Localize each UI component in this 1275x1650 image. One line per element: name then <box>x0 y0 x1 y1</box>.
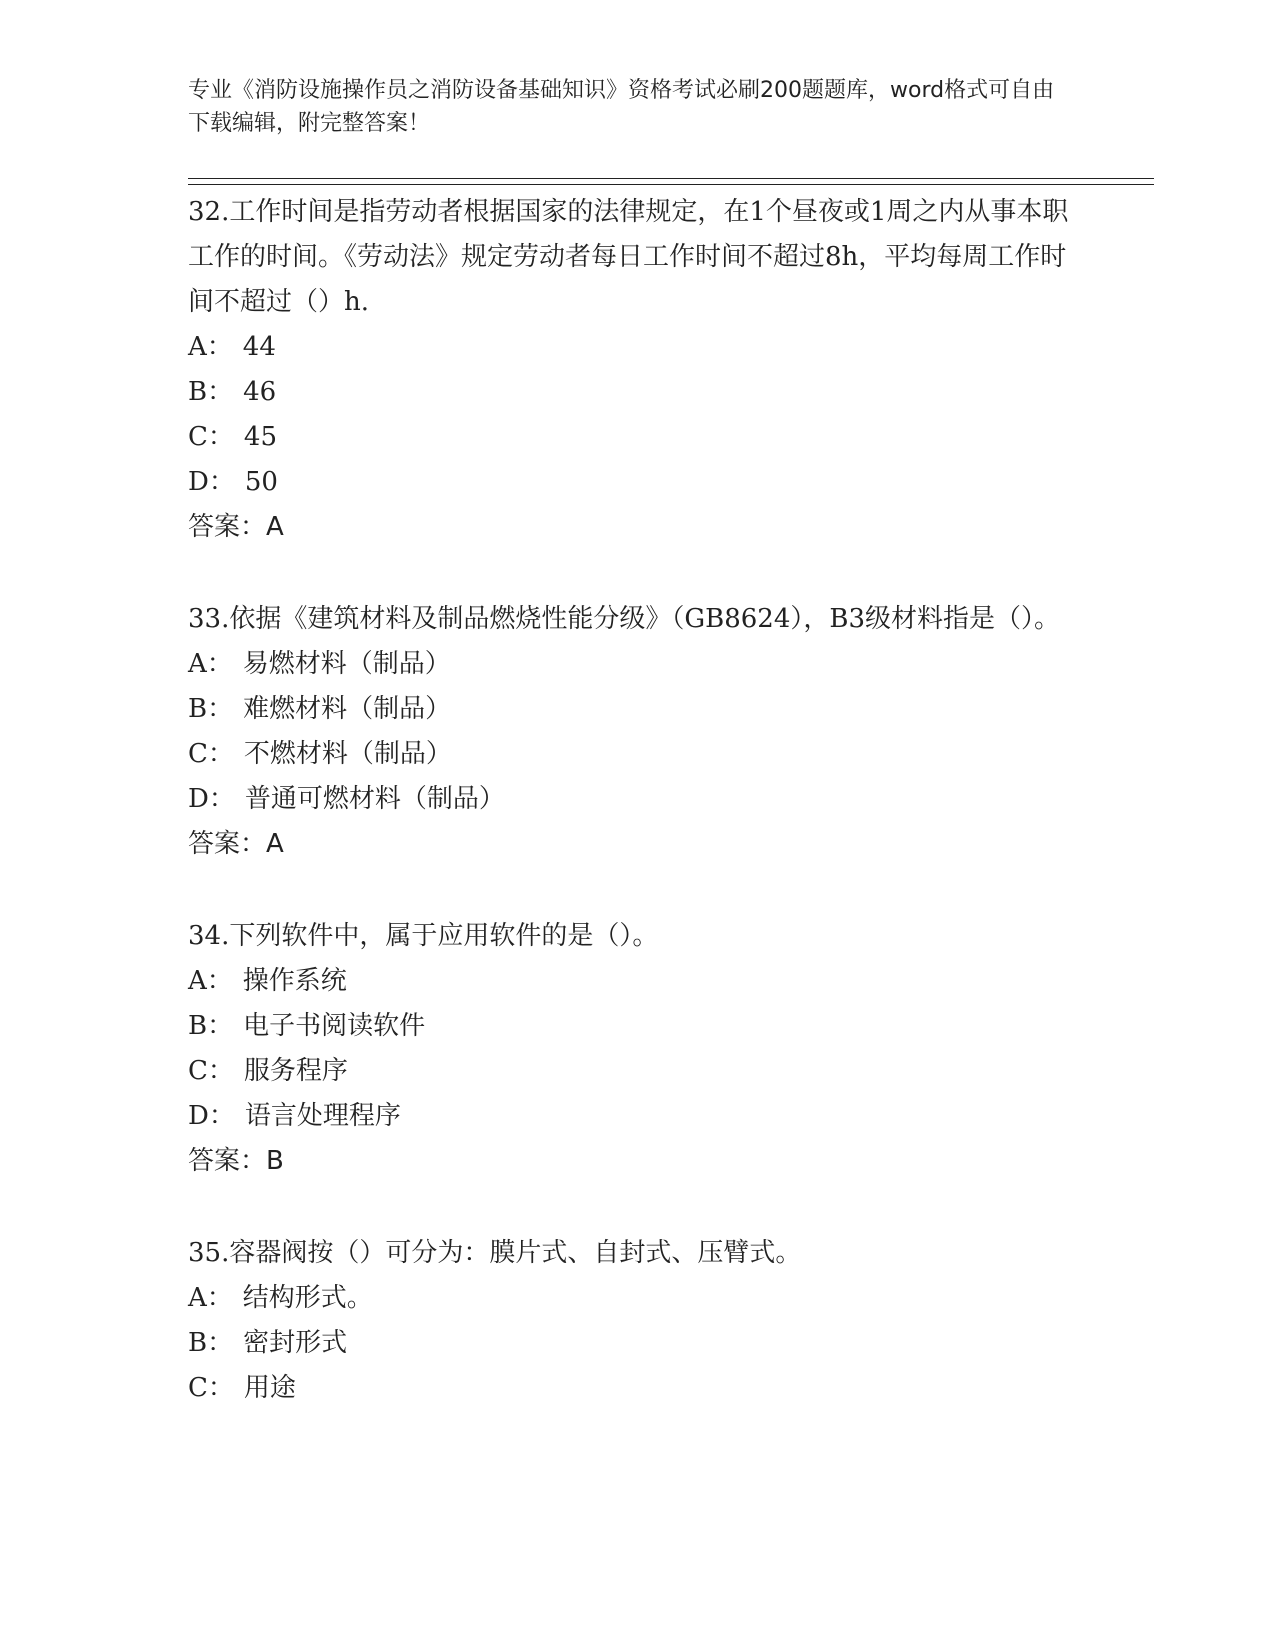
option-text: 不燃材料（制品） <box>243 739 452 769</box>
answer-line: 答案：B <box>188 1146 284 1176</box>
option-separator: ： <box>207 1011 234 1041</box>
option-separator: ： <box>207 694 234 724</box>
option-letter: C <box>188 1056 208 1086</box>
answer-line: 答案：A <box>188 829 284 859</box>
answer-line: 答案：A <box>188 512 284 542</box>
option-text: 难燃材料（制品） <box>243 694 452 724</box>
option-letter: D <box>188 1101 209 1131</box>
option-separator: ： <box>208 784 235 814</box>
option-text: 密封形式 <box>243 1328 348 1358</box>
option-text: 结构形式。 <box>242 1283 373 1313</box>
option-b <box>188 1321 1088 1366</box>
option-letter: D <box>188 784 209 814</box>
option-text: 44 <box>242 332 276 362</box>
question-35 <box>188 1231 1088 1411</box>
option-separator: ： <box>207 377 234 407</box>
question-33 <box>188 597 1088 867</box>
option-text: 45 <box>243 422 278 452</box>
option-separator: ： <box>207 739 234 769</box>
option-text: 电子书阅读软件 <box>243 1011 426 1041</box>
option-separator: ： <box>208 1101 235 1131</box>
option-c <box>188 415 1088 460</box>
option-separator: ： <box>208 467 235 497</box>
option-b <box>188 370 1088 415</box>
option-separator: ： <box>206 966 233 996</box>
question-list <box>188 190 1088 1458</box>
option-a <box>188 959 1088 1004</box>
option-d <box>188 777 1088 822</box>
option-a <box>188 325 1088 370</box>
option-text: 用途 <box>243 1373 296 1403</box>
option-letter: A <box>188 649 207 679</box>
option-text: 46 <box>243 377 277 407</box>
option-separator: ： <box>207 1056 234 1086</box>
question-34 <box>188 914 1088 1184</box>
option-letter: C <box>188 739 208 769</box>
question-stem: 33.依据《建筑材料及制品燃烧性能分级》（GB8624），B3级材料指是（）。 <box>188 604 1061 634</box>
question-stem: 34.下列软件中，属于应用软件的是（）。 <box>188 921 659 951</box>
option-b <box>188 687 1088 732</box>
header-divider-top <box>188 178 1154 179</box>
option-separator: ： <box>207 1373 234 1403</box>
question-stem: 32.工作时间是指劳动者根据国家的法律规定，在1个昼夜或1周之内从事本职工作的时间。《劳动法》规定劳动者每日工作时间不超过8h，平均每周工作时间不超过（）h. <box>188 197 1069 317</box>
option-letter: C <box>188 1373 208 1403</box>
option-text: 服务程序 <box>243 1056 348 1086</box>
question-stem: 35.容器阀按（）可分为：膜片式、自封式、压臂式。 <box>188 1238 802 1268</box>
option-letter: A <box>188 332 207 362</box>
option-separator: ： <box>206 1283 233 1313</box>
option-text: 语言处理程序 <box>244 1101 401 1131</box>
option-a <box>188 642 1088 687</box>
option-text: 易燃材料（制品） <box>242 649 451 679</box>
option-c <box>188 732 1088 777</box>
option-separator: ： <box>207 422 234 452</box>
option-a <box>188 1276 1088 1321</box>
option-c <box>188 1049 1088 1094</box>
option-d <box>188 460 1088 505</box>
option-letter: B <box>188 377 208 407</box>
option-d <box>188 1094 1088 1139</box>
option-b <box>188 1004 1088 1049</box>
option-separator: ： <box>206 649 233 679</box>
option-text: 50 <box>244 467 278 497</box>
option-text: 普通可燃材料（制品） <box>244 784 505 814</box>
option-separator: ： <box>207 1328 234 1358</box>
option-separator: ： <box>206 332 233 362</box>
option-letter: C <box>188 422 208 452</box>
question-32 <box>188 190 1088 550</box>
option-text: 操作系统 <box>242 966 347 996</box>
header-divider-bottom <box>188 184 1154 185</box>
option-c <box>188 1366 1088 1411</box>
option-letter: B <box>188 1328 208 1358</box>
option-letter: A <box>188 966 207 996</box>
option-letter: B <box>188 1011 208 1041</box>
document-header-title: 专业《消防设施操作员之消防设备基础知识》资格考试必刷200题题库，word格式可自由下载编辑，附完整答案！ <box>188 78 1055 136</box>
option-letter: B <box>188 694 208 724</box>
option-letter: D <box>188 467 209 497</box>
option-letter: A <box>188 1283 207 1313</box>
